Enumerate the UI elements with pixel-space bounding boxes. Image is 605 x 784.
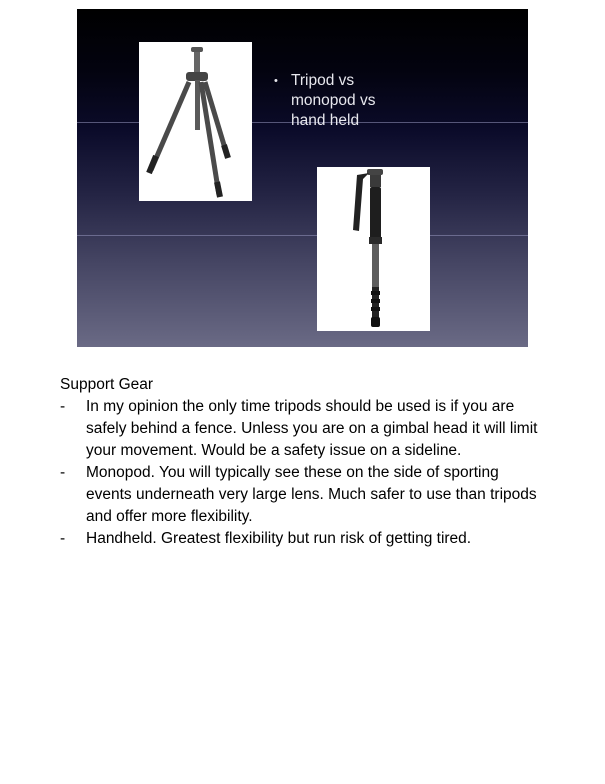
list-item	[60, 528, 560, 550]
dash-marker: -	[60, 464, 66, 481]
slide-bullet	[274, 71, 401, 131]
list-item-text: In my opinion the only time tripods should be used is if you are safely behind a fence. Unless you are on a gimbal head it will limit your movement. Would be a safety issue on a sideline.	[86, 398, 538, 459]
monopod-icon	[317, 167, 430, 331]
slide-bullet-text: Tripod vs monopod vs hand held	[291, 72, 376, 129]
slide	[77, 9, 528, 347]
notes-heading: Support Gear	[60, 376, 154, 393]
bullet-icon: •	[274, 75, 278, 87]
notes-list	[60, 396, 560, 550]
list-item-text: Monopod. You will typically see these on the side of sporting events underneath very large lens. Much safer to use than tripods and offer more flexibility.	[86, 464, 537, 525]
tripod-image	[139, 42, 252, 201]
list-item-text: Handheld. Greatest flexibility but run risk of getting tired.	[86, 530, 472, 547]
tripod-icon	[139, 42, 252, 201]
dash-marker: -	[60, 398, 66, 415]
dash-marker: -	[60, 530, 66, 547]
slide-divider-line	[77, 235, 528, 236]
list-item	[60, 462, 560, 528]
monopod-image	[317, 167, 430, 331]
speaker-notes	[60, 374, 560, 550]
list-item	[60, 396, 560, 462]
